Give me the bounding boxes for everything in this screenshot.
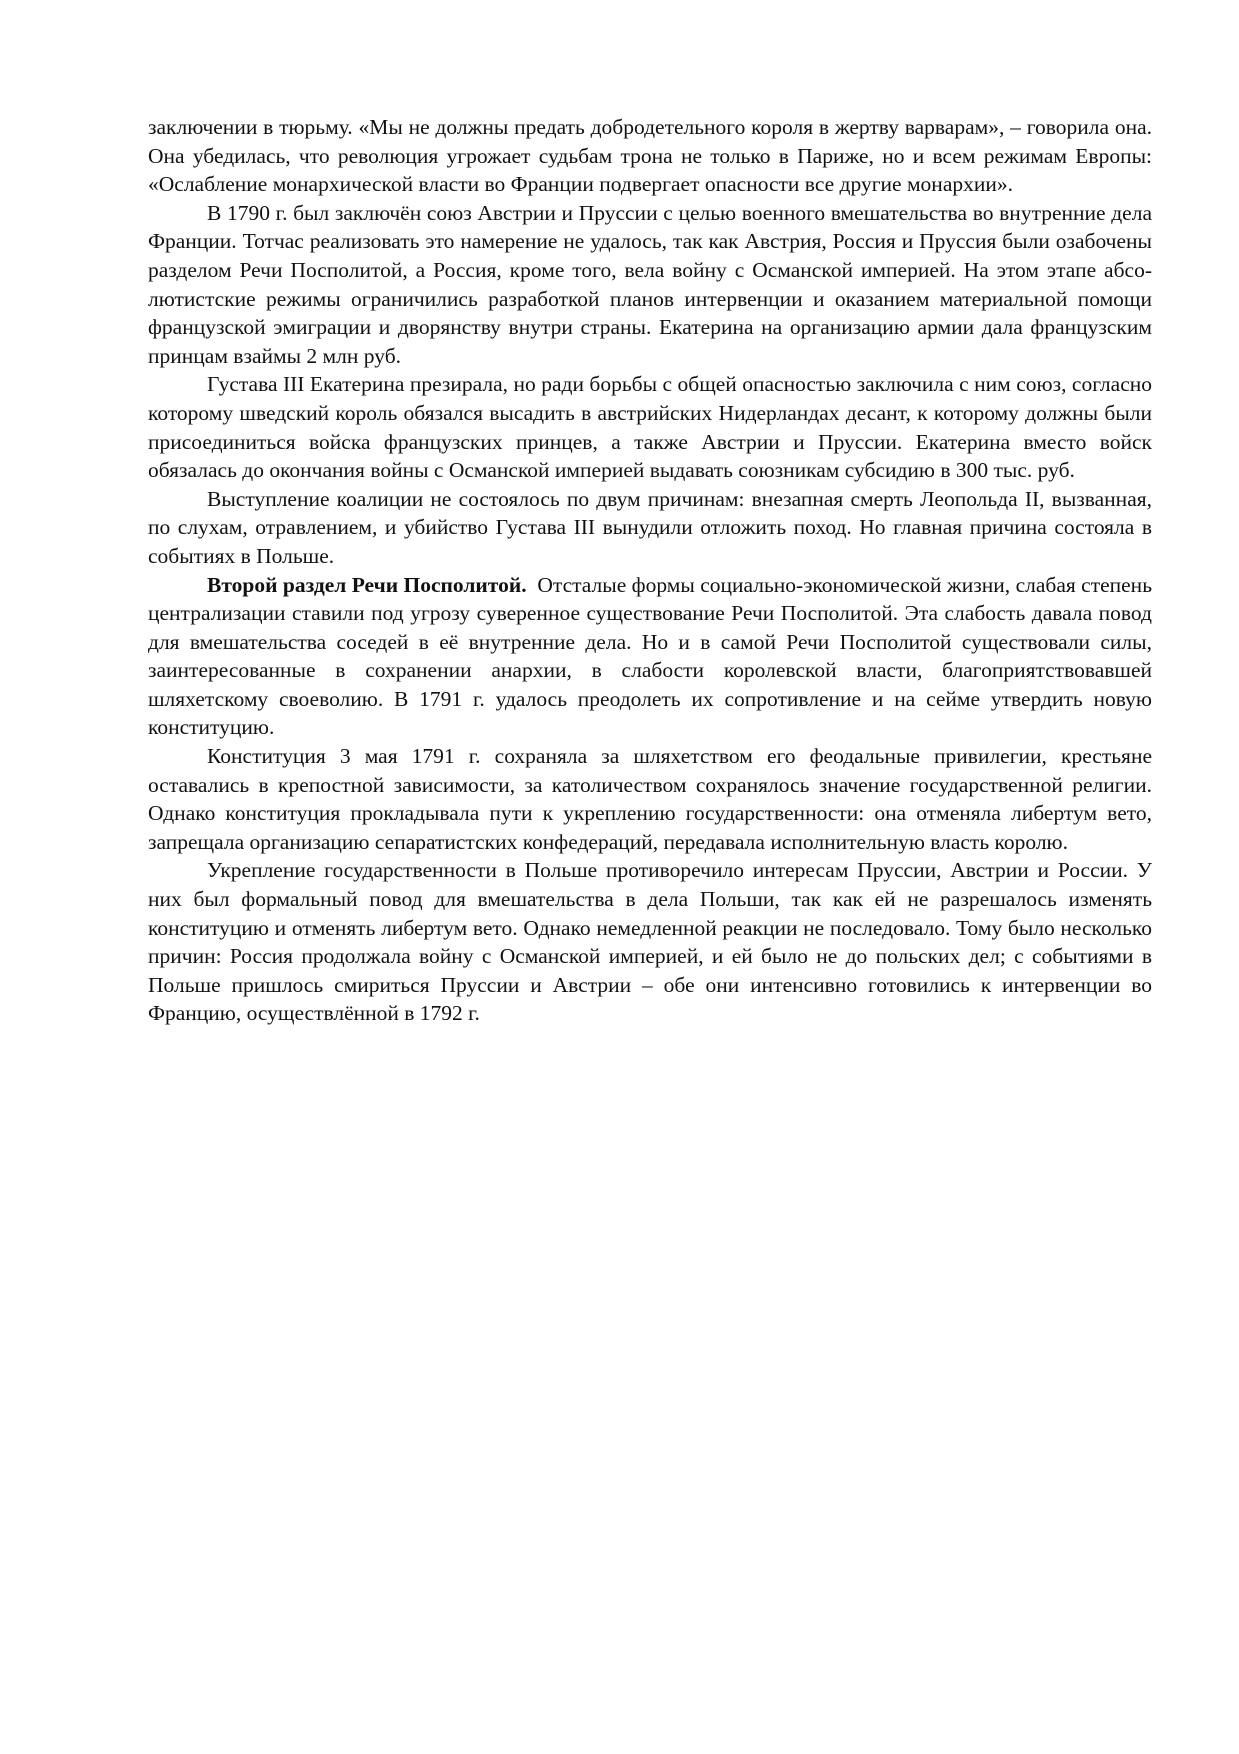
paragraph-6-text: Конституция 3 мая 1791 г. сохраняла за шляхетством его феодальные привилегии, крестьяне оставались в крепостной зависимости, за католичеством сохранялось значение государственной религии. Однако конституция прокладывала пути к укреплению государственности: она отменяла либертум вето, запрещала организацию сепаратистских конфедераций, передавала исполнительную власть королю. bbox=[148, 744, 1152, 854]
paragraph-3-text: Густава III Екатерина презирала, но ради борьбы с общей опасностью заключила с ним союз, согласно которому шведский король обязался высадить в австрийских Нидерландах десант, к которому должны были присоединиться войска французских принцев, а также Австрии и Пруссии. Екатерина вместо войск обязалась до окончания войны с Османской империей выдавать союзникам субсидию в 300 тыс. руб. bbox=[148, 372, 1152, 483]
paragraph-2-text: В 1790 г. был заключён союз Австрии и Пруссии с целью военного вмешательства во внутренние дела Франции. Тотчас реализовать это намерение не удалось, так как Австрия, Россия и Пруссия были озабочены разделом Речи Посполитой, а Россия, кроме того, вела войну с Османской империей. На этом этапе абсо-лютистские режимы ограничились разработкой планов интервенции и оказанием материальной помощи французской эмиграции и дворянству внутри страны. Екатерина на организацию армии дала французским принцам взаймы 2 млн руб. bbox=[148, 200, 1152, 368]
paragraph-6 bbox=[148, 742, 1152, 856]
paragraph-7 bbox=[148, 856, 1152, 1028]
paragraph-2 bbox=[148, 199, 1152, 371]
paragraph-4-text: Выступление коалиции не состоялось по двум причинам: внезапная смерть Леопольда II, вызванная, по слухам, отравлением, и убийство Густава III вынудили отложить поход. Но главная причина состояла в событиях в Польше. bbox=[148, 486, 1152, 568]
document-page bbox=[148, 113, 1152, 1028]
paragraph-7-text: Укрепление государственности в Польше противоречило интересам Пруссии, Австрии и России. У них был формальный повод для вмешательства в дела Польши, так как ей не разрешалось изменять конституцию и отменять либертум вето. Однако немедленной реакции не последовало. Тому было несколько причин: Россия продолжала войну с Османской империей, и ей было не до польских дел; с событиями в Польше пришлось смириться Пруссии и Австрии – обе они интенсивно готовились к интервенции во Францию, осуществлённой в 1792 г. bbox=[148, 858, 1152, 1026]
paragraph-3 bbox=[148, 370, 1152, 484]
paragraph-5 bbox=[148, 571, 1152, 743]
paragraph-4 bbox=[148, 485, 1152, 571]
paragraph-1-text: заключении в тюрьму. «Мы не должны предать добродетельного короля в жертву варварам», – говорила она. Она убедилась, что революция угрожает судьбам трона не только в Париже, но и всем режимам Европы: «Ослабление монархической власти во Франции подвергает опасности все другие монархии». bbox=[148, 115, 1152, 197]
paragraph-5-text: Отсталые формы социально-экономической жизни, слабая степень централизации ставили под угрозу суверенное существование Речи Посполитой. Эта слабость давала повод для вмешательства соседей в её внутренние дела. Но и в самой Речи Посполитой существовали силы, заинтересованные в сохранении анархии, в слабости королевской власти, благоприятствовавшей шляхетскому своеволию. В 1791 г. удалось преодолеть их сопротивление и на сейме утвердить новую конституцию. bbox=[148, 572, 1152, 740]
section-heading: Второй раздел Речи Посполитой. bbox=[207, 572, 527, 597]
paragraph-1 bbox=[148, 113, 1152, 199]
